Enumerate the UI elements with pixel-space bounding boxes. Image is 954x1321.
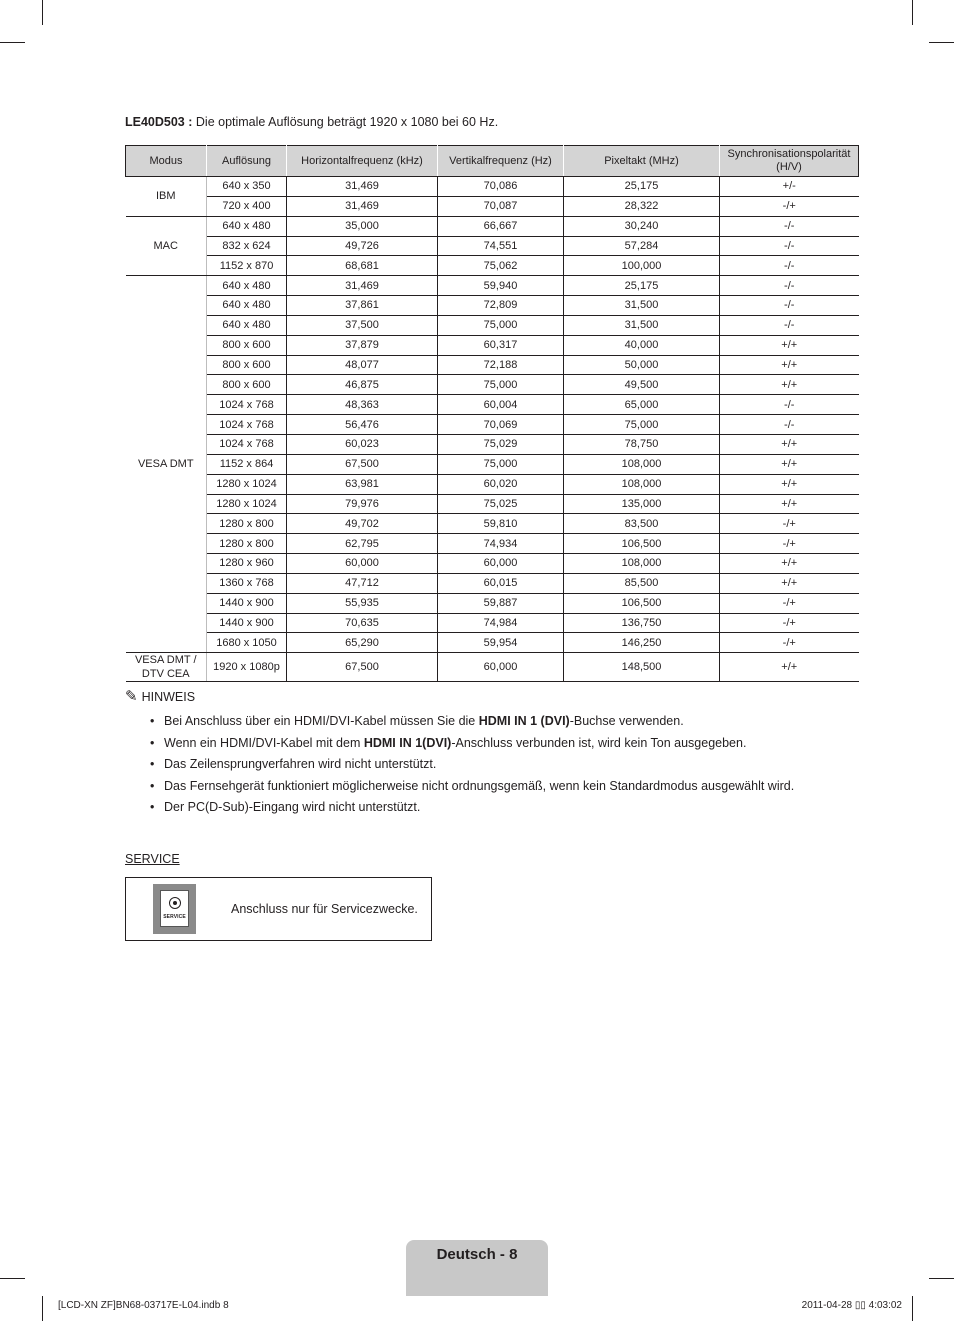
crop-mark (912, 0, 913, 25)
table-cell: 60,020 (438, 474, 564, 494)
table-row (126, 395, 859, 415)
table-cell: -/- (720, 315, 859, 335)
table-cell: 108,000 (564, 554, 720, 574)
table-cell: -/- (720, 395, 859, 415)
table-cell: +/+ (720, 573, 859, 593)
table-cell: 1280 x 960 (207, 554, 287, 574)
table-cell: 75,000 (438, 454, 564, 474)
column-header: Pixeltakt (MHz) (564, 146, 720, 177)
table-cell: 108,000 (564, 474, 720, 494)
table-cell: 136,750 (564, 613, 720, 633)
table-row (126, 236, 859, 256)
service-port-icon (153, 884, 196, 934)
model-name: LE40D503 : (125, 115, 193, 129)
note-text: Bei Anschluss über ein HDMI/DVI-Kabel müssen Sie die (164, 714, 479, 728)
table-cell: 74,551 (438, 236, 564, 256)
table-row (126, 593, 859, 613)
service-icon-label: SERVICE (163, 914, 186, 920)
table-cell: 65,290 (287, 633, 438, 653)
table-row (126, 494, 859, 514)
service-description: Anschluss nur für Servicezwecke. (231, 902, 418, 916)
table-cell: 106,500 (564, 534, 720, 554)
note-text: Das Zeilensprungverfahren wird nicht unterstützt. (164, 757, 437, 772)
crop-mark (42, 1296, 43, 1321)
table-cell: 640 x 480 (207, 276, 287, 296)
table-cell: 30,240 (564, 216, 720, 236)
mode-cell: IBM (126, 177, 207, 217)
notes-list (148, 713, 808, 821)
table-cell: 1440 x 900 (207, 613, 287, 633)
table-row (126, 276, 859, 296)
table-cell: 37,879 (287, 335, 438, 355)
note-text: Der PC(D-Sub)-Eingang wird nicht unterstützt. (164, 800, 421, 815)
table-cell: -/- (720, 216, 859, 236)
note-text: -Buchse verwenden. (569, 714, 684, 728)
table-cell: 49,726 (287, 236, 438, 256)
table-header-row (126, 146, 859, 177)
note-item (148, 799, 808, 815)
optimal-resolution-note (125, 115, 498, 129)
table-row (126, 633, 859, 653)
table-cell: 37,861 (287, 296, 438, 316)
table-cell: -/- (720, 296, 859, 316)
table-cell: 56,476 (287, 415, 438, 435)
crop-mark (929, 42, 954, 43)
table-row (126, 256, 859, 276)
note-text: Wenn ein HDMI/DVI-Kabel mit dem (164, 735, 364, 750)
table-cell: 1152 x 870 (207, 256, 287, 276)
table-row (126, 335, 859, 355)
table-cell: 108,000 (564, 454, 720, 474)
table-cell: -/+ (720, 593, 859, 613)
table-cell: 832 x 624 (207, 236, 287, 256)
table-row (126, 573, 859, 593)
note-text: Das Fernsehgerät funktioniert möglicherweise nicht ordnungsgemäß, wenn kein Standardmodus ausgewählt wird. (164, 778, 795, 793)
table-cell: -/- (720, 236, 859, 256)
column-header: Vertikalfrequenz (Hz) (438, 146, 564, 177)
note-text: -Anschluss verbunden ist, wird kein Ton ausgegeben. (451, 735, 747, 750)
table-row (126, 434, 859, 454)
table-row (126, 474, 859, 494)
optimal-resolution-text: Die optimale Auflösung beträgt 1920 x 1080 bei 60 Hz. (195, 115, 499, 129)
crop-mark (42, 0, 43, 25)
mode-cell: MAC (126, 216, 207, 276)
table-cell: 146,250 (564, 633, 720, 653)
table-cell: 67,500 (287, 454, 438, 474)
table-cell: 1680 x 1050 (207, 633, 287, 653)
table-cell: +/+ (720, 474, 859, 494)
table-cell: 62,795 (287, 534, 438, 554)
table-row (126, 375, 859, 395)
table-cell: 1920 x 1080p (207, 653, 287, 682)
table-cell: 63,981 (287, 474, 438, 494)
table-cell: 50,000 (564, 355, 720, 375)
table-cell: 135,000 (564, 494, 720, 514)
table-cell: 57,284 (564, 236, 720, 256)
table-cell: 1280 x 1024 (207, 474, 287, 494)
table-cell: +/+ (720, 653, 859, 682)
table-cell: +/+ (720, 434, 859, 454)
table-cell: -/+ (720, 196, 859, 216)
table-cell: 640 x 480 (207, 216, 287, 236)
table-cell: 1360 x 768 (207, 573, 287, 593)
table-cell: 800 x 600 (207, 335, 287, 355)
table-cell: 60,317 (438, 335, 564, 355)
table-cell: 59,810 (438, 514, 564, 534)
table-cell: 40,000 (564, 335, 720, 355)
table-cell: 35,000 (287, 216, 438, 236)
table-cell: 1024 x 768 (207, 415, 287, 435)
table-cell: +/+ (720, 494, 859, 514)
table-cell: 70,635 (287, 613, 438, 633)
table-cell: 148,500 (564, 653, 720, 682)
table-cell: +/+ (720, 355, 859, 375)
table-cell: 800 x 600 (207, 355, 287, 375)
table-cell: 720 x 400 (207, 196, 287, 216)
crop-mark (0, 1278, 25, 1279)
table-cell: -/+ (720, 613, 859, 633)
page-number-tab (406, 1240, 548, 1296)
table-cell: 1280 x 800 (207, 514, 287, 534)
mode-cell: VESA DMT (126, 276, 207, 653)
note-item (148, 735, 808, 751)
table-cell: 1024 x 768 (207, 434, 287, 454)
table-cell: 75,000 (438, 375, 564, 395)
table-cell: 75,000 (438, 315, 564, 335)
table-cell: 48,077 (287, 355, 438, 375)
table-cell: 49,702 (287, 514, 438, 534)
note-item (148, 756, 808, 772)
table-cell: 78,750 (564, 434, 720, 454)
table-cell: 31,500 (564, 296, 720, 316)
note-text: HDMI IN 1 (DVI) (478, 714, 570, 728)
table-cell: -/- (720, 256, 859, 276)
table-row (126, 355, 859, 375)
table-cell: 75,000 (564, 415, 720, 435)
table-cell: +/- (720, 177, 859, 197)
table-body (126, 177, 859, 682)
pencil-icon: ✎ (125, 688, 138, 705)
table-row (126, 296, 859, 316)
table-cell: 640 x 480 (207, 296, 287, 316)
note-heading-label: HINWEIS (141, 690, 196, 704)
table-cell: 1280 x 1024 (207, 494, 287, 514)
table-cell: 1440 x 900 (207, 593, 287, 613)
table-cell: 60,000 (287, 554, 438, 574)
table-cell: -/+ (720, 514, 859, 534)
table-cell: 640 x 350 (207, 177, 287, 197)
footer-timestamp: 2011-04-28 ▯▯ 4:03:02 (801, 1300, 902, 1311)
table-cell: +/+ (720, 335, 859, 355)
table-cell: 800 x 600 (207, 375, 287, 395)
table-row (126, 216, 859, 236)
table-cell: 106,500 (564, 593, 720, 613)
table-row (126, 315, 859, 335)
table-cell: 25,175 (564, 276, 720, 296)
table-cell: 70,069 (438, 415, 564, 435)
page-number: Deutsch - 8 (436, 1246, 518, 1263)
table-row (126, 653, 859, 682)
table-cell: 66,667 (438, 216, 564, 236)
service-box (125, 877, 432, 941)
table-cell: 59,887 (438, 593, 564, 613)
table-cell: 85,500 (564, 573, 720, 593)
table-row (126, 534, 859, 554)
table-cell: -/- (720, 276, 859, 296)
table-cell: 55,935 (287, 593, 438, 613)
table-cell: 100,000 (564, 256, 720, 276)
table-cell: 74,984 (438, 613, 564, 633)
mode-cell: VESA DMT / DTV CEA (126, 653, 207, 682)
table-row (126, 177, 859, 197)
crop-mark (912, 1296, 913, 1321)
table-cell: 75,025 (438, 494, 564, 514)
table-cell: +/+ (720, 554, 859, 574)
footer-file-name: [LCD-XN ZF]BN68-03717E-L04.indb 8 (58, 1300, 229, 1311)
table-cell: 83,500 (564, 514, 720, 534)
column-header: Modus (126, 146, 207, 177)
table-cell: 31,500 (564, 315, 720, 335)
table-row (126, 554, 859, 574)
table-row (126, 196, 859, 216)
note-text: HDMI IN 1(DVI) (363, 735, 452, 750)
table-cell: 67,500 (287, 653, 438, 682)
table-cell: 31,469 (287, 196, 438, 216)
column-header: Synchronisationspolarität (H/V) (720, 146, 859, 177)
table-cell: 75,062 (438, 256, 564, 276)
service-heading: SERVICE (125, 852, 180, 866)
table-cell: 640 x 480 (207, 315, 287, 335)
table-cell: 60,000 (438, 653, 564, 682)
table-cell: 70,086 (438, 177, 564, 197)
crop-mark (0, 42, 25, 43)
table-cell: 49,500 (564, 375, 720, 395)
crop-mark (929, 1278, 954, 1279)
table-cell: 60,023 (287, 434, 438, 454)
table-row (126, 454, 859, 474)
port-circle-icon (169, 897, 181, 909)
table-cell: +/+ (720, 375, 859, 395)
table-cell: -/- (720, 415, 859, 435)
table-cell: 1280 x 800 (207, 534, 287, 554)
table-cell: 25,175 (564, 177, 720, 197)
table-cell: 47,712 (287, 573, 438, 593)
column-header: Auflösung (207, 146, 287, 177)
note-heading (125, 690, 195, 704)
table-cell: 65,000 (564, 395, 720, 415)
table-cell: 31,469 (287, 276, 438, 296)
table-cell: 60,015 (438, 573, 564, 593)
table-cell: 48,363 (287, 395, 438, 415)
table-cell: 37,500 (287, 315, 438, 335)
table-cell: 59,954 (438, 633, 564, 653)
note-item (148, 778, 808, 794)
table-cell: 60,000 (438, 554, 564, 574)
table-cell: 31,469 (287, 177, 438, 197)
table-cell: 72,809 (438, 296, 564, 316)
table-cell: 79,976 (287, 494, 438, 514)
table-cell: 75,029 (438, 434, 564, 454)
table-cell: 28,322 (564, 196, 720, 216)
table-cell: 72,188 (438, 355, 564, 375)
table-cell: 74,934 (438, 534, 564, 554)
table-cell: 1024 x 768 (207, 395, 287, 415)
note-item (148, 713, 808, 729)
table-cell: 68,681 (287, 256, 438, 276)
table-row (126, 514, 859, 534)
table-cell: 70,087 (438, 196, 564, 216)
table-cell: 1152 x 864 (207, 454, 287, 474)
table-cell: -/+ (720, 534, 859, 554)
column-header: Horizontalfrequenz (kHz) (287, 146, 438, 177)
table-cell: -/+ (720, 633, 859, 653)
table-row (126, 415, 859, 435)
table-row (126, 613, 859, 633)
display-modes-table (125, 145, 859, 682)
table-cell: 59,940 (438, 276, 564, 296)
table-cell: +/+ (720, 454, 859, 474)
table-cell: 60,004 (438, 395, 564, 415)
table-cell: 46,875 (287, 375, 438, 395)
